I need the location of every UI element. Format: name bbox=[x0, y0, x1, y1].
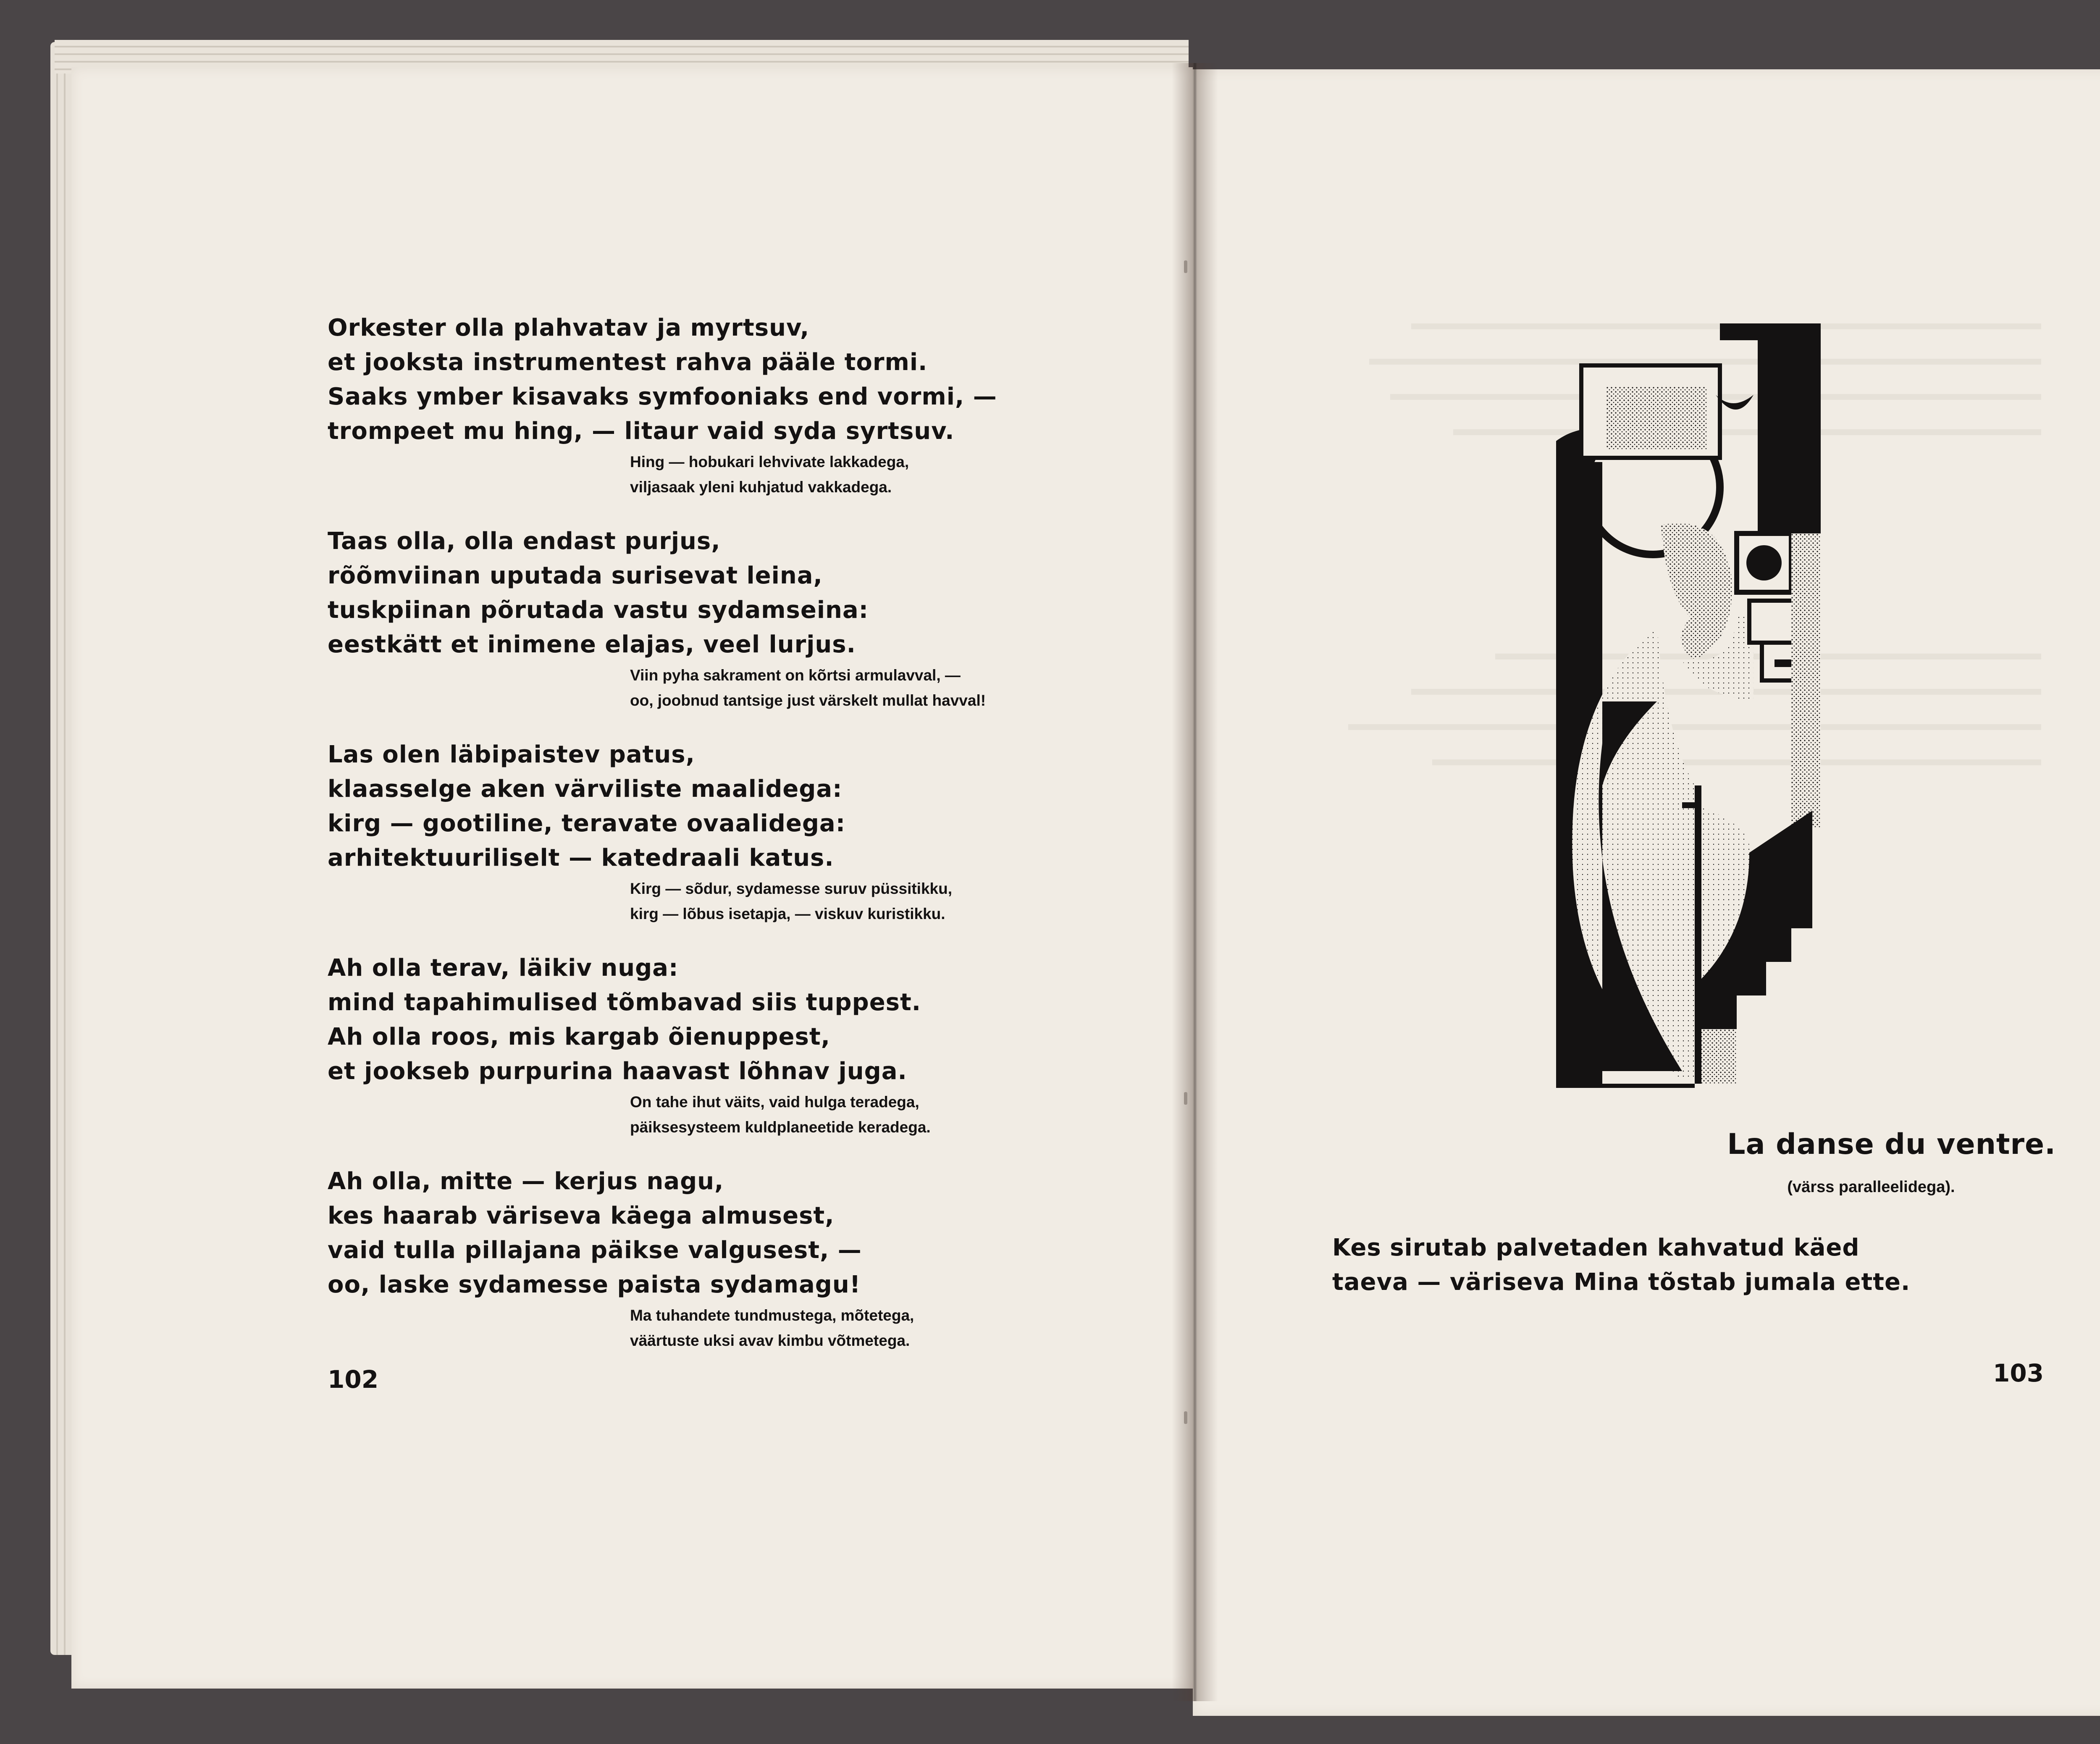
poem-subtitle: (värss paralleelidega). bbox=[1787, 1178, 1955, 1196]
poem-line: mind tapahimulised tõmbavad siis tuppest. bbox=[328, 989, 921, 1016]
poem-line: vaid tulla pillajana päikse valgusest, — bbox=[328, 1237, 862, 1264]
poem-title: La danse du ventre. bbox=[1727, 1128, 2056, 1161]
poem-line: et jookseb purpurina haavast lõhnav juga. bbox=[328, 1058, 907, 1085]
binding-stitch bbox=[1184, 1092, 1187, 1105]
poem-line: eestkätt et inimene elajas, veel lurjus. bbox=[328, 631, 856, 658]
poem-line: klaasselge aken värviliste maalidega: bbox=[328, 775, 843, 803]
poem-line: Ah olla, mitte — kerjus nagu, bbox=[328, 1168, 724, 1195]
poem-line: Kes sirutab palvetaden kahvatud käed bbox=[1332, 1234, 1860, 1261]
stanza bbox=[328, 738, 1084, 927]
stanza bbox=[328, 524, 1084, 713]
poem-line: arhitektuuriliselt — katedraali katus. bbox=[328, 844, 834, 872]
page-number-left: 102 bbox=[328, 1365, 379, 1394]
poem-line: kirg — gootiline, teravate ovaalidega: bbox=[328, 810, 846, 837]
page-number-right: 103 bbox=[1993, 1359, 2044, 1387]
refrain-note: Kirg — sõdur, sydamesse suruv püssitikku, bbox=[630, 880, 952, 897]
refrain-note: kirg — lõbus isetapja, — viskuv kuristikku. bbox=[630, 905, 945, 922]
poem-line: oo, laske sydamesse paista sydamagu! bbox=[328, 1271, 861, 1298]
refrain-note: päiksesysteem kuldplaneetide keradega. bbox=[630, 1119, 931, 1136]
stanza bbox=[328, 951, 1084, 1140]
poem-line: taeva — väriseva Mina tõstab jumala ette. bbox=[1332, 1269, 1911, 1296]
refrain-note: oo, joobnud tantsige just värskelt mullat havval! bbox=[630, 692, 986, 709]
refrain-note: viljasaak yleni kuhjatud vakkadega. bbox=[630, 478, 892, 496]
refrain-note: On tahe ihut väits, vaid hulga teradega, bbox=[630, 1093, 919, 1111]
poem-line: rõõmviinan uputada surisevat leina, bbox=[328, 562, 823, 589]
left-poem bbox=[328, 311, 1084, 1378]
refrain-note: Hing — hobukari lehvivate lakkadega, bbox=[630, 453, 909, 470]
binding-stitch bbox=[1184, 260, 1187, 273]
poem-line: Orkester olla plahvatav ja myrtsuv, bbox=[328, 314, 810, 341]
book-gutter bbox=[1172, 63, 1218, 1701]
binding-stitch bbox=[1184, 1411, 1187, 1424]
poem-line: et jooksta instrumentest rahva pääle tormi. bbox=[328, 349, 928, 376]
poem-line: Las olen läbipaistev patus, bbox=[328, 741, 695, 768]
poem-line: tuskpiinan põrutada vastu sydamseina: bbox=[328, 596, 869, 624]
stanza bbox=[328, 311, 1084, 500]
refrain-note: väärtuste uksi avav kimbu võtmetega. bbox=[630, 1332, 910, 1349]
poem-line: Ah olla roos, mis kargab õienuppest, bbox=[328, 1023, 830, 1051]
poem-line: kes haarab väriseva käega almusest, bbox=[328, 1202, 835, 1229]
cubist-figure-illustration bbox=[1556, 323, 1850, 1088]
stanza bbox=[328, 1164, 1084, 1353]
refrain-note: Ma tuhandete tundmustega, mõtetega, bbox=[630, 1307, 914, 1324]
poem-line: Saaks ymber kisavaks symfooniaks end vormi, — bbox=[328, 383, 997, 410]
right-poem bbox=[1332, 1231, 2088, 1300]
poem-line: Taas olla, olla endast purjus, bbox=[328, 528, 721, 555]
refrain-note: Viin pyha sakrament on kõrtsi armulavval, — bbox=[630, 667, 961, 684]
poem-line: trompeet mu hing, — litaur vaid syda syrtsuv. bbox=[328, 418, 955, 445]
poem-line: Ah olla terav, läikiv nuga: bbox=[328, 954, 679, 982]
